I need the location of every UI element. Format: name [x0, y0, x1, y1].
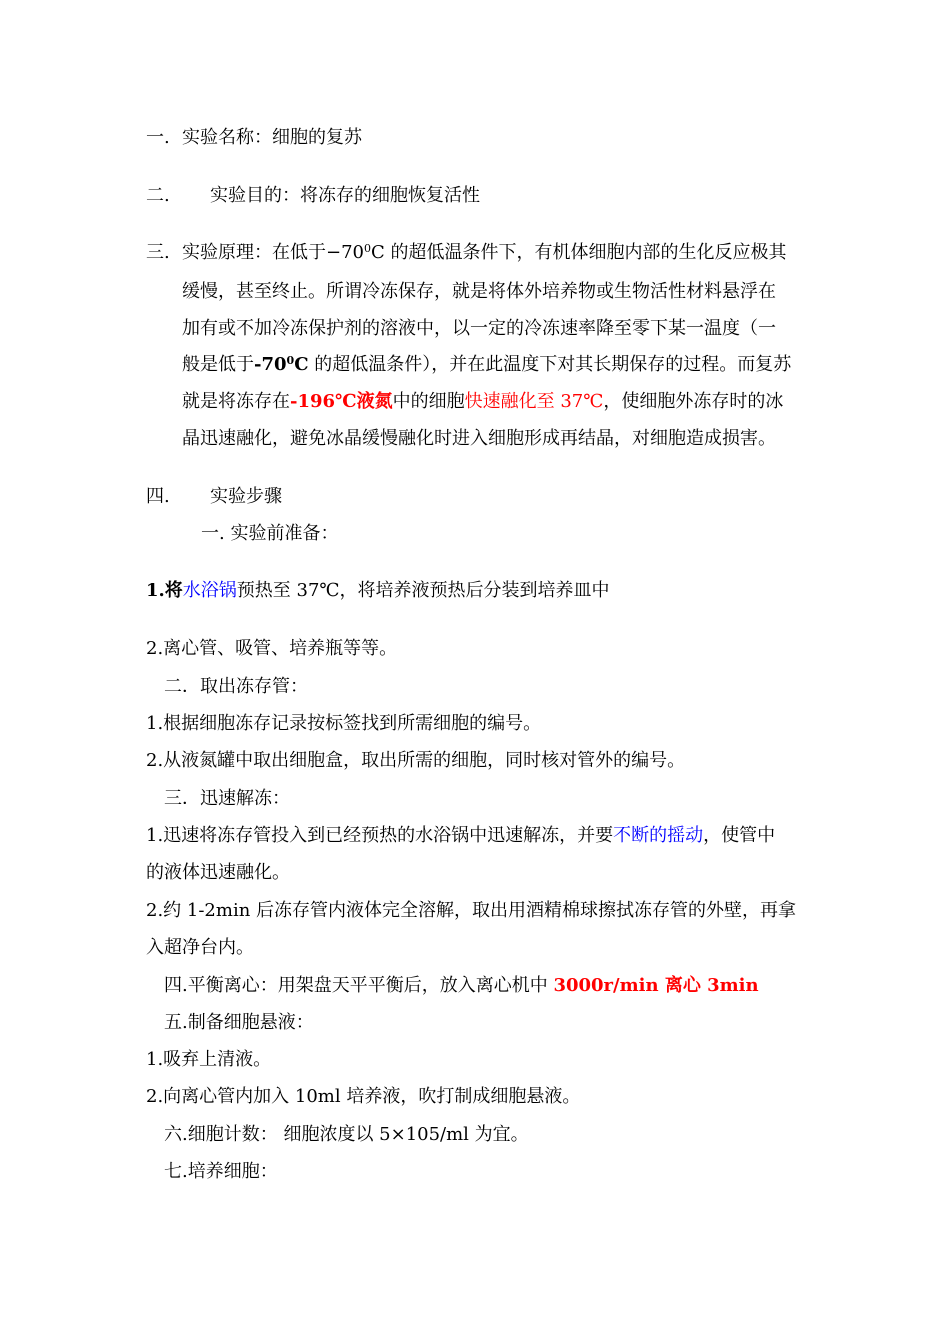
section-2-title — [146, 185, 480, 207]
subsection-5: 五.制备细胞悬液： — [164, 1012, 314, 1033]
step-5-1: 1.吸弃上清液。 — [146, 1049, 272, 1070]
subsection-7: 七.培养细胞： — [164, 1161, 278, 1182]
section-number: 二. — [146, 185, 170, 206]
section-number: 三. — [146, 242, 170, 263]
section-text: 实验步骤 — [210, 486, 282, 507]
subsection-6: 六.细胞计数： 细胞浓度以 5×105/ml 为宜。 — [164, 1124, 529, 1145]
highlight-water-bath: 水浴锅 — [182, 580, 237, 601]
section-3-line-1: 三. 实验原理：在低于$-70^0C$ 的超低温条件下，有机体细胞内部的生化反应极其 — [146, 242, 787, 263]
highlight-shaking: 不断的摇动 — [613, 825, 704, 846]
section-number: 四. — [146, 486, 170, 507]
step-2-2: 2.从液氮罐中取出细胞盒，取出所需的细胞，同时核对管外的编号。 — [146, 750, 686, 771]
step-3-2-cont: 入超净台内。 — [146, 937, 254, 958]
section-3-line-3: 加有或不加冷冻保护剂的溶液中，以一定的冷冻速率降至零下某一温度（一 — [182, 318, 776, 339]
section-3-line-4: 般是低于$-70^0C$ 的超低温条件），并在此温度下对其长期保存的过程。而复苏 — [182, 354, 792, 375]
step-1-1: 1.将水浴锅预热至 37℃，将培养液预热后分装到培养皿中 — [146, 580, 610, 601]
step-3-1-cont: 的液体迅速融化。 — [146, 862, 290, 883]
section-number: 一. — [146, 127, 170, 148]
subsection-4: 四.平衡离心：用架盘天平平衡后，放入离心机中 3000r/min 离心 3min — [164, 975, 759, 996]
section-3-line-5: 就是将冻存在-196℃液氮中的细胞快速融化至 37℃，使细胞外冻存时的冰 — [182, 391, 784, 412]
highlight-rapid-thaw: 快速融化至 37℃ — [464, 391, 604, 412]
step-3-1: 1.迅速将冻存管投入到已经预热的水浴锅中迅速解冻，并要不断的摇动，使管中 — [146, 825, 776, 846]
section-text: 实验名称：细胞的复苏 — [182, 127, 362, 148]
highlight-liquid-nitrogen: -196℃液氮 — [290, 391, 393, 412]
section-text: 实验目的：将冻存的细胞恢复活性 — [210, 185, 480, 206]
subsection-3: 三．迅速解冻： — [164, 788, 290, 809]
section-4-title — [146, 486, 282, 508]
section-1-title — [146, 127, 362, 149]
step-3-2: 2.约 1-2min 后冻存管内液体完全溶解，取出用酒精棉球擦拭冻存管的外壁，再拿 — [146, 900, 797, 921]
section-3-line-2: 缓慢，甚至终止。所谓冷冻保存，就是将体外培养物或生物活性材料悬浮在 — [182, 281, 776, 302]
step-5-2: 2.向离心管内加入 10ml 培养液，吹打制成细胞悬液。 — [146, 1086, 581, 1107]
subsection-1: 一. 实验前准备： — [201, 523, 339, 544]
step-1-2: 2.离心管、吸管、培养瓶等等。 — [146, 638, 398, 659]
section-3-line-6: 晶迅速融化，避免冰晶缓慢融化时进入细胞形成再结晶，对细胞造成损害。 — [182, 428, 776, 449]
highlight-centrifuge: 3000r/min 离心 3min — [553, 975, 759, 996]
subsection-2: 二．取出冻存管： — [164, 676, 308, 697]
step-2-1: 1.根据细胞冻存记录按标签找到所需细胞的编号。 — [146, 713, 542, 734]
